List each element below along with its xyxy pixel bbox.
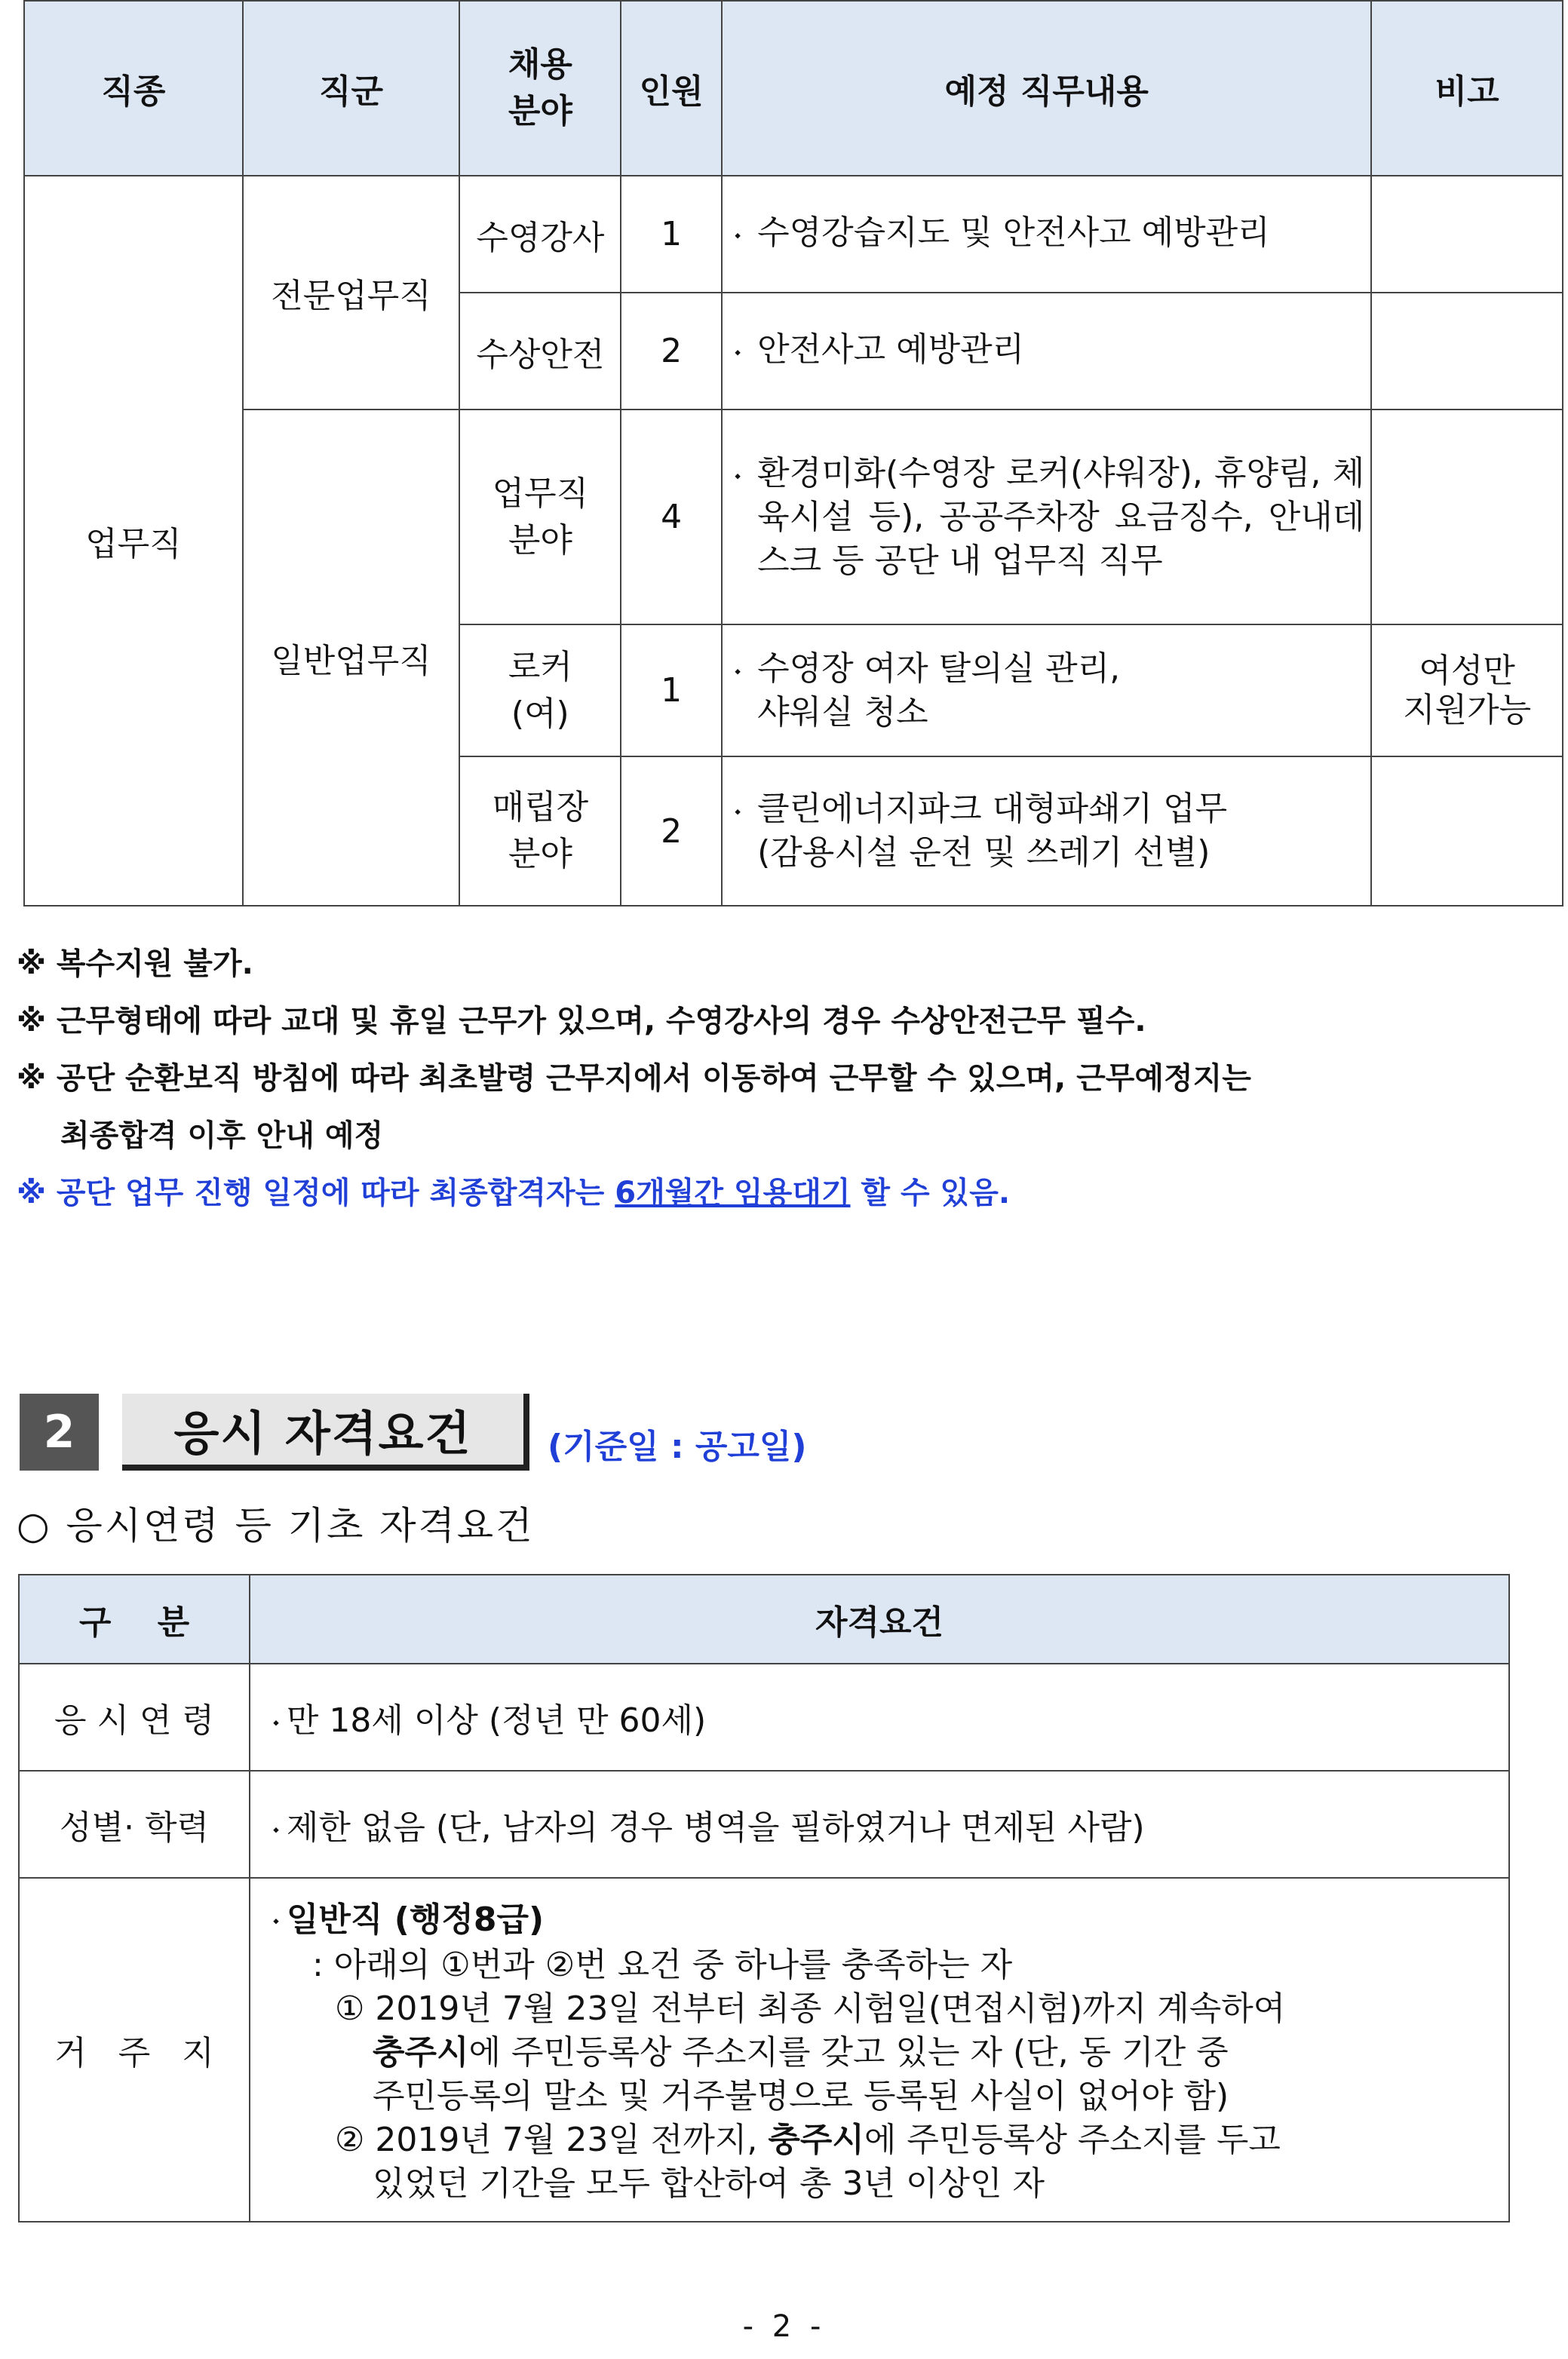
- job-type-cell: 업무직: [24, 176, 243, 906]
- section-number: 2: [20, 1394, 99, 1471]
- section-title: 응시 자격요건: [122, 1394, 529, 1471]
- section-subtitle: (기준일 : 공고일): [548, 1428, 807, 1466]
- row-label-gender: 성별· 학력: [19, 1771, 250, 1878]
- row-label-age: 응 시 연 령: [19, 1664, 250, 1771]
- bullet-icon: ⬩: [735, 661, 741, 681]
- col-header-group: 직군: [243, 1, 460, 176]
- table-row: [24, 410, 1563, 624]
- bullet-icon: ⬩: [735, 466, 741, 486]
- note-line: ※ 근무형태에 따라 교대 및 휴일 근무가 있으며, 수영강사의 경우 수상안전근무 필수.: [17, 1004, 1146, 1038]
- count-cell: 2: [621, 293, 722, 410]
- field-cell: 수영강사: [459, 176, 621, 293]
- bullet-icon: ⬩: [273, 1820, 279, 1839]
- group-cell: 일반업무직: [243, 410, 460, 906]
- page-number: - 2 -: [742, 2309, 826, 2344]
- field-cell: 매립장 분야: [459, 756, 621, 906]
- underlined-text: 6개월간 임용대기: [615, 1176, 851, 1210]
- table-header-row: [24, 1, 1563, 176]
- row-content-age: ⬩ 만 18세 이상 (정년 만 60세): [250, 1664, 1509, 1771]
- bullet-icon: ⬩: [273, 1912, 279, 1931]
- count-cell: 1: [621, 176, 722, 293]
- note-cell: 여성만 지원가능: [1371, 624, 1563, 756]
- count-cell: 4: [621, 410, 722, 624]
- residence-item-1: ① 2019년 7월 23일 전부터 최종 시험일(면접시험)까지 계속하여: [335, 1989, 1286, 2028]
- col-header-category: 구 분: [19, 1575, 250, 1664]
- duty-cell: ⬩ 수영강습지도 및 안전사고 예방관리: [722, 176, 1371, 293]
- bullet-icon: ⬩: [735, 342, 741, 362]
- col-header-note: 비고: [1371, 1, 1563, 176]
- note-cell: [1371, 410, 1563, 624]
- notes-block: [17, 935, 1555, 1222]
- note-line: 최종합격 이후 안내 예정: [60, 1118, 384, 1153]
- table-row: [19, 1771, 1509, 1878]
- bullet-icon: ⬩: [735, 802, 741, 821]
- note-line: ※ 복수지원 불가.: [17, 946, 253, 981]
- note-cell: [1371, 293, 1563, 410]
- table-row: [19, 1664, 1509, 1771]
- residence-sub: : 아래의 ①번과 ②번 요건 중 하나를 충족하는 자: [312, 1946, 1013, 1984]
- row-label-residence: 거 주 지: [19, 1878, 250, 2222]
- field-cell: 로커 (여): [459, 624, 621, 756]
- qualification-table: [18, 1574, 1510, 2222]
- residence-item-2-cont: 있었던 기간을 모두 합산하여 총 3년 이상인 자: [373, 2164, 1045, 2203]
- field-cell: 수상안전: [459, 293, 621, 410]
- recruitment-table: [23, 0, 1563, 906]
- col-header-requirement: 자격요건: [250, 1575, 1509, 1664]
- col-header-field: 채용 분야: [459, 1, 621, 176]
- table-row: [19, 1878, 1509, 2222]
- count-cell: 1: [621, 624, 722, 756]
- row-content-residence: [250, 1878, 1509, 2222]
- col-header-count: 인원: [621, 1, 722, 176]
- col-header-duty: 예정 직무내용: [722, 1, 1371, 176]
- note-line: ※ 공단 순환보직 방침에 따라 최초발령 근무지에서 이동하여 근무할 수 있으며, 근무예정지는: [17, 1061, 1251, 1096]
- residence-item-2: ② 2019년 7월 23일 전까지, 충주시에 주민등록상 주소지를 두고: [335, 2121, 1281, 2159]
- duty-cell: ⬩ 안전사고 예방관리: [722, 293, 1371, 410]
- table-header-row: [19, 1575, 1509, 1664]
- bullet-icon: ⬩: [735, 225, 741, 245]
- residence-heading: ⬩ 일반직 (행정8급): [273, 1900, 545, 1939]
- bullet-icon: ⬩: [273, 1713, 279, 1732]
- residence-item-1-cont: 충주시에 주민등록상 주소지를 갖고 있는 자 (단, 동 기간 중: [373, 2033, 1229, 2072]
- note-cell: [1371, 176, 1563, 293]
- duty-cell: ⬩ 클린에너지파크 대형파쇄기 업무 (감용시설 운전 및 쓰레기 선별): [722, 756, 1371, 906]
- note-line-highlight: ※ 공단 업무 진행 일정에 따라 최종합격자는 6개월간 임용대기 할 수 있음.: [17, 1176, 1011, 1210]
- count-cell: 2: [621, 756, 722, 906]
- field-cell: 업무직 분야: [459, 410, 621, 624]
- table-row: [24, 176, 1563, 293]
- row-content-gender: ⬩ 제한 없음 (단, 남자의 경우 병역을 필하였거나 면제된 사람): [250, 1771, 1509, 1878]
- residence-item-1-cont: 주민등록의 말소 및 거주불명으로 등록된 사실이 없어야 함): [373, 2077, 1229, 2115]
- subsection-title: ○ 응시연령 등 기초 자격요건: [17, 1504, 535, 1548]
- note-cell: [1371, 756, 1563, 906]
- duty-cell: ⬩ 수영장 여자 탈의실 관리, 샤워실 청소: [722, 624, 1371, 756]
- col-header-job-type: 직종: [24, 1, 243, 176]
- group-cell: 전문업무직: [243, 176, 460, 410]
- duty-cell: ⬩ 환경미화(수영장 로커(샤워장), 휴양림, 체육시설 등), 공공주차장 요금징수, 안내데스크 등 공단 내 업무직 직무: [722, 410, 1371, 624]
